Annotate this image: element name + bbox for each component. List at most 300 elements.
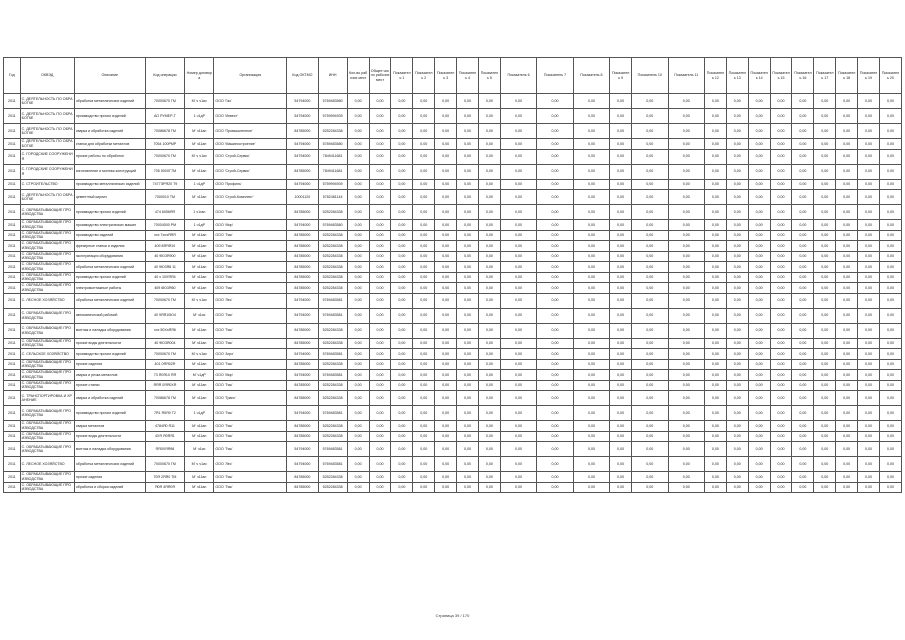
table-cell: 0,00 [537, 283, 573, 294]
table-row [4, 241, 902, 252]
table-cell: 0,00 [500, 124, 536, 139]
table-cell: 0,00 [704, 457, 726, 472]
table-cell: 0,00 [610, 251, 632, 262]
table-cell: 0,00 [391, 109, 413, 124]
table-row [4, 164, 902, 179]
table-cell: 0,00 [726, 220, 748, 231]
table-cell: 0,00 [435, 308, 457, 323]
table-cell: 0,00 [792, 220, 814, 231]
table-cell: 0,00 [369, 164, 391, 179]
table-cell: 54794000 [287, 149, 318, 164]
table-cell: 0,00 [836, 442, 858, 457]
table-cell: 0,00 [632, 308, 668, 323]
table-cell: М' ч11ан [185, 338, 214, 349]
table-cell: 0,00 [478, 220, 500, 231]
table-cell: 0,00 [770, 482, 792, 493]
table-cell: 0,00 [770, 323, 792, 338]
table-cell: 0,00 [879, 338, 901, 349]
table-cell: 0,00 [435, 241, 457, 252]
table-cell: 0,00 [814, 241, 836, 252]
table-cell: 0,00 [879, 370, 901, 381]
table-cell: 5769483580 [318, 94, 347, 109]
table-cell: 0,00 [537, 293, 573, 308]
table-cell: 0,00 [347, 380, 369, 391]
table-cell: 0,00 [632, 472, 668, 483]
table-cell: 0,00 [748, 241, 770, 252]
table-cell: обработка и сборка изделий [74, 482, 145, 493]
table-cell: 0,00 [435, 94, 457, 109]
table-cell: 0,00 [836, 323, 858, 338]
table-cell: сварка и обработка изделий [74, 124, 145, 139]
table-cell: 0,00 [792, 205, 814, 220]
table-cell: 0,00 [391, 230, 413, 241]
table-cell: 0,00 [858, 349, 880, 360]
table-cell: С. ГОРОДСКИЕ СООРУЖЕНИЯ [20, 149, 74, 164]
table-cell: С. ДЕЯТЕЛЬНОСТЬ ПО ОБРАБОТКЕ [20, 190, 74, 205]
table-cell: 0,00 [858, 241, 880, 252]
table-cell: 0,00 [391, 205, 413, 220]
table-cell: 0,00 [391, 241, 413, 252]
table-cell: 0,00 [632, 359, 668, 370]
table-cell: 54794000 [287, 308, 318, 323]
column-header: Показатель 15 [770, 58, 792, 94]
table-cell: 0,00 [478, 308, 500, 323]
table-cell: С. ОБРАБАТЫВАЮЩИЕ ПРОИЗВОДСТВА [20, 323, 74, 338]
table-cell: 2011 [4, 179, 21, 190]
table-cell: 84785000 [287, 230, 318, 241]
table-cell: монтаж и наладка оборудования [74, 323, 145, 338]
table-cell: 5252284338 [318, 472, 347, 483]
table-cell: 0,00 [610, 124, 632, 139]
table-cell: 0,00 [770, 349, 792, 360]
table-cell: 0,00 [668, 308, 704, 323]
table-cell: 0,00 [435, 370, 457, 381]
table-cell: 2011 [4, 406, 21, 421]
table-cell: 0,00 [704, 391, 726, 406]
table-cell: 1 ч1ган [185, 205, 214, 220]
table-cell: 0,00 [792, 431, 814, 442]
table-cell: 0,00 [347, 164, 369, 179]
table-cell: 0,00 [879, 190, 901, 205]
table-cell: 54794000 [287, 109, 318, 124]
table-cell: 0,00 [814, 338, 836, 349]
table-cell: 0,00 [435, 179, 457, 190]
table-cell: М' ч ч1ис [185, 349, 214, 360]
table-cell: 0,00 [836, 164, 858, 179]
table-cell: производство прочих изделий [74, 272, 145, 283]
table-cell: 0,00 [858, 262, 880, 273]
table-cell: 0,00 [748, 323, 770, 338]
table-cell: 2011 [4, 359, 21, 370]
table-cell: 0,00 [610, 482, 632, 493]
table-cell: 0,00 [879, 391, 901, 406]
column-header: Номер договора [185, 58, 214, 94]
table-cell: 84785000 [287, 482, 318, 493]
table-cell: 2011 [4, 109, 21, 124]
table-cell: 0,00 [610, 205, 632, 220]
table-cell: 0,00 [391, 338, 413, 349]
table-cell: 0,00 [537, 272, 573, 283]
table-cell: 0,00 [748, 349, 770, 360]
table-cell: 0,00 [668, 241, 704, 252]
table-cell: 0,00 [478, 164, 500, 179]
table-cell: 0,00 [413, 406, 435, 421]
table-cell: 0,00 [500, 205, 536, 220]
table-cell: 2011 [4, 442, 21, 457]
table-cell: 0,00 [478, 293, 500, 308]
table-cell: 0,00 [610, 431, 632, 442]
table-cell: 0,00 [792, 179, 814, 190]
table-cell: 0,00 [537, 421, 573, 432]
table-cell: ООО 'Тяж' [214, 421, 287, 432]
table-cell: 0,00 [879, 179, 901, 190]
table-cell: 0,00 [770, 220, 792, 231]
table-cell: М' ч11ан [185, 272, 214, 283]
table-cell: 0,00 [347, 293, 369, 308]
table-cell: 0,00 [704, 179, 726, 190]
table-cell: 0,00 [500, 308, 536, 323]
table-cell: 54794000 [287, 442, 318, 457]
table-cell: 0,00 [369, 370, 391, 381]
table-cell: М' ч ч1ис [185, 94, 214, 109]
table-cell: 0,00 [435, 220, 457, 231]
table-cell: 0,00 [792, 94, 814, 109]
table-cell: 0,00 [610, 241, 632, 252]
table-cell: 0,00 [704, 220, 726, 231]
table-cell: 0,00 [500, 457, 536, 472]
table-cell: 0,00 [347, 251, 369, 262]
table-cell: С. ГОРОДСКИЕ СООРУЖЕНИЯ [20, 164, 74, 179]
table-cell: 0,00 [858, 251, 880, 262]
column-header: Показатель 11 [668, 58, 704, 94]
table-cell: 0,00 [668, 124, 704, 139]
table-cell: 0,00 [610, 391, 632, 406]
table-cell: 0,00 [347, 406, 369, 421]
table-row [4, 220, 902, 231]
table-cell: 4784Я0 Я11 [145, 421, 185, 432]
table-cell: 0,00 [858, 139, 880, 150]
column-header: Код операции [145, 58, 185, 94]
table-cell: 7Я1 Я5Я0 Т2 [145, 406, 185, 421]
table-cell: 0,00 [610, 149, 632, 164]
table-cell: 0,00 [792, 472, 814, 483]
table-cell: 40 9ЯЯ10Ю4 [145, 308, 185, 323]
table-cell: 0,00 [457, 359, 479, 370]
table-cell: 0,00 [347, 359, 369, 370]
table-cell: 0,00 [610, 421, 632, 432]
table-cell: обработка металлических изделий [74, 293, 145, 308]
table-cell: 0,00 [435, 164, 457, 179]
table-cell: прочие станки [74, 380, 145, 391]
column-header: Показатель 16 [792, 58, 814, 94]
table-cell: 5769483581 [318, 457, 347, 472]
table-cell: 0,00 [369, 391, 391, 406]
table-cell: 0,00 [770, 380, 792, 391]
table-cell: ххх 7ххэЯЯЯ [145, 230, 185, 241]
table-cell: 0,00 [435, 338, 457, 349]
table-cell: 0,00 [726, 164, 748, 179]
table-cell: 0,00 [457, 251, 479, 262]
table-cell: АО РУМЕР-Т [145, 109, 185, 124]
table-cell: 0,00 [858, 164, 880, 179]
table-cell: 0,00 [814, 179, 836, 190]
table-cell: 0,00 [391, 220, 413, 231]
table-cell: 0,00 [500, 220, 536, 231]
table-cell: 70086678 ГМ [145, 391, 185, 406]
table-cell: 5769483580 [318, 220, 347, 231]
table-cell: 0,00 [435, 109, 457, 124]
table-cell: 0,00 [879, 149, 901, 164]
table-cell: 0,00 [435, 205, 457, 220]
table-cell: 0,00 [369, 179, 391, 190]
table-cell: обработка металлических изделий [74, 262, 145, 273]
table-cell: 0,00 [500, 323, 536, 338]
table-cell: 0,00 [347, 431, 369, 442]
table-cell: 0,00 [704, 349, 726, 360]
table-cell: 0,00 [457, 323, 479, 338]
table-cell: 0,00 [347, 457, 369, 472]
table-cell: 0,00 [610, 457, 632, 472]
table-cell: 0,00 [413, 251, 435, 262]
column-header: Показатель 17 [814, 58, 836, 94]
column-header: Кол-во рабочих мест [347, 58, 369, 94]
table-cell: 0,00 [858, 442, 880, 457]
table-cell: 0,00 [792, 241, 814, 252]
table-row [4, 149, 902, 164]
column-header: Показатель 12 [704, 58, 726, 94]
table-cell: 0,00 [457, 164, 479, 179]
table-cell: 0,00 [879, 124, 901, 139]
table-cell: 0,00 [632, 230, 668, 241]
table-cell: 0,00 [573, 431, 609, 442]
table-cell: 0,00 [668, 164, 704, 179]
table-cell: 0,00 [836, 109, 858, 124]
table-cell: 0,00 [726, 323, 748, 338]
table-cell: 0,00 [879, 421, 901, 432]
table-cell: 0,00 [748, 457, 770, 472]
table-cell: С. ОБРАБАТЫВАЮЩИЕ ПРОИЗВОДСТВА [20, 380, 74, 391]
table-cell: 0,00 [457, 380, 479, 391]
column-header: Показатель 19 [858, 58, 880, 94]
column-header: Описание [74, 58, 145, 94]
table-cell: 0,00 [704, 323, 726, 338]
table-cell: 0,00 [537, 482, 573, 493]
table-cell: 2011 [4, 391, 21, 406]
table-cell: ООО 'Мир' [214, 370, 287, 381]
table-cell: 0,00 [573, 457, 609, 472]
table-cell: 0,00 [704, 139, 726, 150]
table-cell: 0,00 [792, 149, 814, 164]
table-cell: 0,00 [457, 149, 479, 164]
table-cell: 0,00 [500, 359, 536, 370]
table-cell: 0,00 [748, 406, 770, 421]
table-cell: 0,00 [770, 262, 792, 273]
table-cell: 0,00 [413, 421, 435, 432]
table-cell: 0,00 [836, 308, 858, 323]
table-cell: 0,00 [770, 308, 792, 323]
table-cell: 0,00 [413, 283, 435, 294]
table-cell: 0,00 [770, 139, 792, 150]
table-cell: 0,00 [814, 272, 836, 283]
table-cell: ООО 'Строй-Сервис' [214, 164, 287, 179]
table-cell: 0,00 [748, 251, 770, 262]
table-cell: 0,00 [704, 293, 726, 308]
table-cell: 0,00 [537, 349, 573, 360]
table-cell: 0,00 [814, 359, 836, 370]
table-cell: 5769483581 [318, 349, 347, 360]
table-cell: 2011 [4, 190, 21, 205]
table-cell: 2011 [4, 220, 21, 231]
table-cell: 0,00 [537, 406, 573, 421]
table-cell: 84785000 [287, 338, 318, 349]
table-cell: 0,00 [748, 190, 770, 205]
table-cell: 0,00 [457, 338, 479, 349]
table-cell: 5769483581 [318, 293, 347, 308]
table-cell: 0,00 [369, 220, 391, 231]
table-cell: 5252284338 [318, 323, 347, 338]
table-cell: 0,00 [478, 109, 500, 124]
table-cell: 0,00 [632, 482, 668, 493]
table-cell: 0,00 [668, 370, 704, 381]
table-cell: 0,00 [858, 283, 880, 294]
table-cell: С. ЛЕСНОЕ ХОЗЯЙСТВО [20, 293, 74, 308]
table-cell: 0,00 [858, 482, 880, 493]
page-footer: Страница 39 / 170 [435, 613, 470, 618]
table-cell: 2011 [4, 380, 21, 391]
table-cell: 2011 [4, 205, 21, 220]
table-cell: 70000670 ГМ [145, 457, 185, 472]
table-cell: 0,00 [632, 190, 668, 205]
table-cell: 0,00 [573, 179, 609, 190]
table-cell: 0,00 [770, 241, 792, 252]
column-header: Показатель 14 [748, 58, 770, 94]
table-cell: 0,00 [726, 370, 748, 381]
table-cell: 0,00 [369, 338, 391, 349]
table-cell: 0,00 [369, 241, 391, 252]
table-cell: 0,00 [748, 359, 770, 370]
table-cell: ООО 'Тяж' [214, 472, 287, 483]
table-cell: 0,00 [704, 421, 726, 432]
table-cell: 0,00 [457, 349, 479, 360]
table-cell: 0,00 [478, 124, 500, 139]
table-cell: 0,00 [770, 94, 792, 109]
table-cell: 0,00 [347, 149, 369, 164]
table-cell: 0,00 [836, 124, 858, 139]
table-cell: 0,00 [879, 220, 901, 231]
table-cell: 0,00 [457, 241, 479, 252]
table-cell: 0,00 [500, 230, 536, 241]
table-row [4, 349, 902, 360]
column-header: Показатель 5 [478, 58, 500, 94]
table-cell: 0,00 [748, 482, 770, 493]
table-cell: М' ч11ан [185, 139, 214, 150]
table-cell: 0,00 [770, 230, 792, 241]
table-cell: ЯЯЯ 0ЯЯ0ХЯ [145, 380, 185, 391]
table-cell: 0,00 [610, 406, 632, 421]
table-cell: 0,00 [858, 124, 880, 139]
table-cell: 0,00 [726, 442, 748, 457]
table-cell: 0,00 [814, 293, 836, 308]
table-cell: 0,00 [478, 391, 500, 406]
table-cell: 0,00 [668, 359, 704, 370]
table-cell: 0,00 [500, 179, 536, 190]
table-cell: 0,00 [814, 94, 836, 109]
table-cell: 0,00 [879, 406, 901, 421]
table-cell: сварка и резка металлов [74, 370, 145, 381]
table-cell: 0,00 [478, 149, 500, 164]
table-cell: 0,00 [610, 139, 632, 150]
table-cell: 0,00 [500, 482, 536, 493]
table-cell: 0,00 [369, 457, 391, 472]
table-cell: 0,00 [632, 421, 668, 432]
table-cell: 0,00 [573, 308, 609, 323]
table-cell: 0,00 [704, 370, 726, 381]
table-cell: 0,00 [748, 205, 770, 220]
table-cell: 0,00 [792, 283, 814, 294]
table-cell: 0,00 [537, 124, 573, 139]
table-cell: монтаж и наладка оборудования [74, 442, 145, 457]
table-cell: 0,00 [610, 472, 632, 483]
table-cell: 0,00 [668, 431, 704, 442]
column-header: ИНН [318, 58, 347, 94]
table-cell: ООО 'Транс' [214, 391, 287, 406]
table-cell: 84785000 [287, 124, 318, 139]
table-cell: 0,00 [879, 482, 901, 493]
table-cell: 0,00 [369, 149, 391, 164]
table-cell: 0,00 [573, 370, 609, 381]
table-cell: ххх 50ХэЯЯ6 [145, 323, 185, 338]
table-cell: 0,00 [457, 442, 479, 457]
column-header: Показатель 6 [500, 58, 536, 94]
table-cell: ООО 'Профиль' [214, 179, 287, 190]
table-cell: ООО 'Тяж' [214, 380, 287, 391]
table-cell: 0,00 [500, 380, 536, 391]
table-cell: С. ОБРАБАТЫВАЮЩИЕ ПРОИЗВОДСТВА [20, 251, 74, 262]
table-cell: 0,00 [573, 323, 609, 338]
table-row [4, 308, 902, 323]
table-cell: 84785000 [287, 323, 318, 338]
table-cell: 4ХЯ Я0ЯЯ1 [145, 431, 185, 442]
table-cell: 0,00 [726, 272, 748, 283]
table-cell: 0,00 [610, 220, 632, 231]
table-cell: 0,00 [457, 308, 479, 323]
table-cell: 0,00 [726, 179, 748, 190]
table-cell: 0,00 [668, 472, 704, 483]
table-cell: С. ОБРАБАТЫВАЮЩИЕ ПРОИЗВОДСТВА [20, 442, 74, 457]
table-cell: 0,00 [457, 230, 479, 241]
table-cell: 0,00 [770, 109, 792, 124]
table-cell: 0,00 [879, 283, 901, 294]
table-cell: 0,00 [879, 431, 901, 442]
table-cell: 0,00 [836, 272, 858, 283]
table-cell: 0,00 [537, 308, 573, 323]
table-cell: 0,00 [836, 349, 858, 360]
table-cell: С. ОБРАБАТЫВАЮЩИЕ ПРОИЗВОДСТВА [20, 338, 74, 349]
table-cell: 0,00 [457, 139, 479, 150]
table-cell: 0,00 [369, 205, 391, 220]
table-cell: 5252284338 [318, 241, 347, 252]
table-cell: 0,00 [347, 124, 369, 139]
table-cell: 0,00 [632, 380, 668, 391]
table-cell: 5252284338 [318, 421, 347, 432]
table-cell: 0,00 [836, 406, 858, 421]
table-cell: 40 9Ю3Я8 11 [145, 262, 185, 273]
column-header: Общее число рабочих мест [369, 58, 391, 94]
table-cell: 0,00 [478, 472, 500, 483]
table-cell: 0,00 [668, 283, 704, 294]
table-cell: 0,00 [391, 272, 413, 283]
table-cell: С. ОБРАБАТЫВАЮЩИЕ ПРОИЗВОДСТВА [20, 482, 74, 493]
